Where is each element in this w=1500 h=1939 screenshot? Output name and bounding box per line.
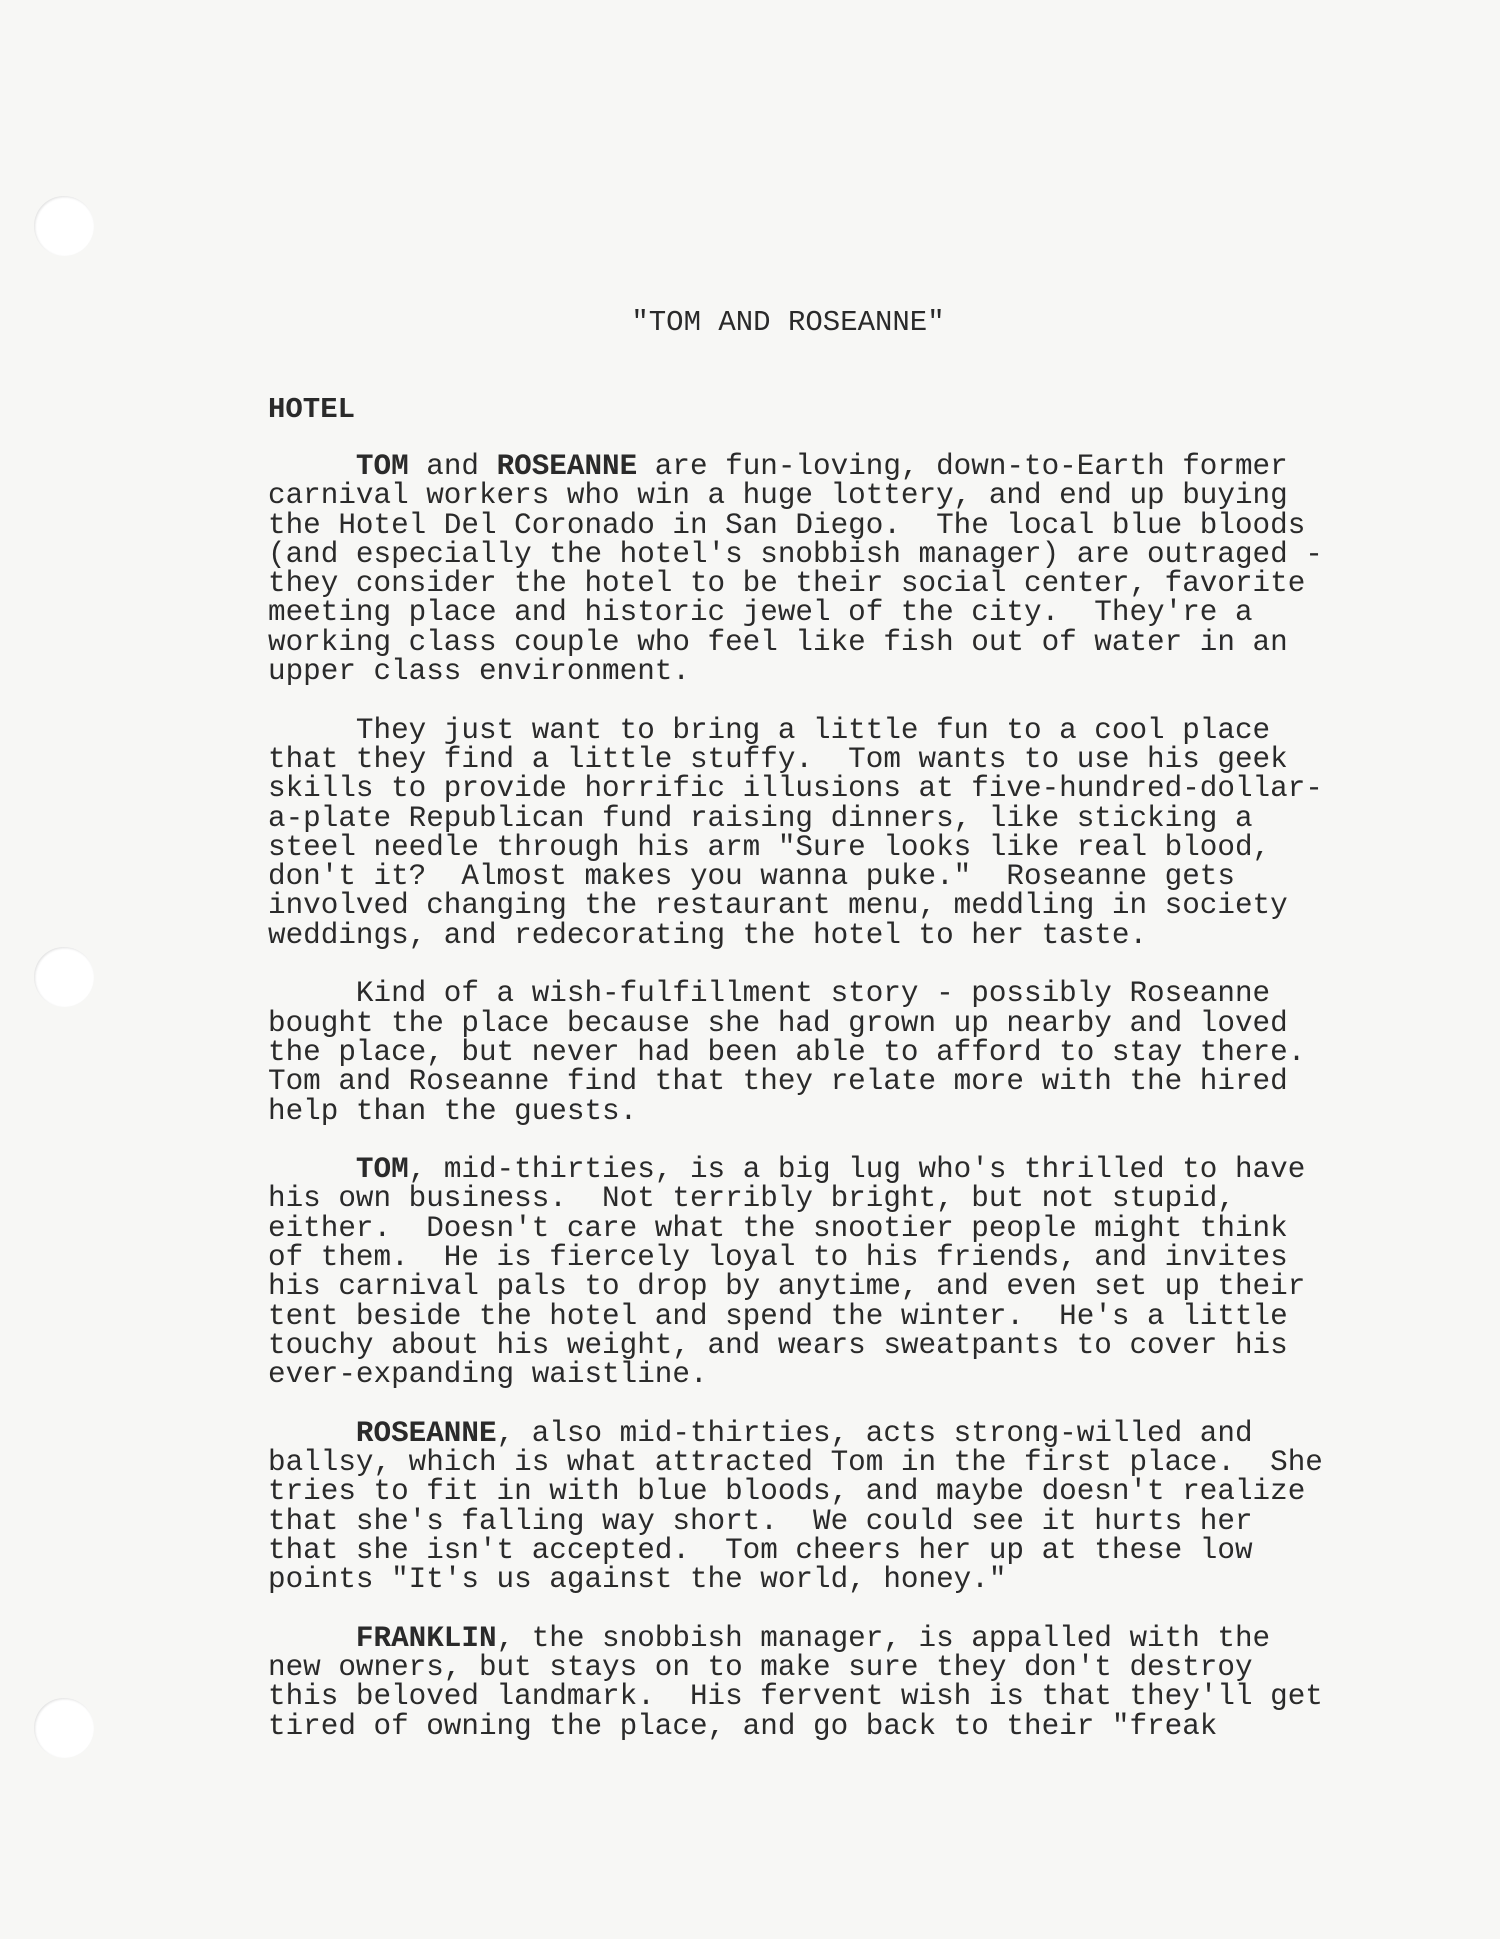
- text-segment: involved changing the restaurant menu, meddling in society: [268, 889, 1288, 923]
- text-line: [268, 1621, 1323, 1655]
- binder-hole-bottom: [34, 1698, 94, 1758]
- paragraph: [268, 1416, 1323, 1597]
- text-segment: are fun-loving, down-to-Earth former: [637, 450, 1288, 483]
- document-title: "TOM AND ROSEANNE": [631, 306, 945, 339]
- text-line: [268, 1651, 1323, 1685]
- text-segment: that she's falling way short. We could see it hurts her: [268, 1504, 1253, 1538]
- text-segment: Tom and Roseanne find that they relate more with the hired: [268, 1065, 1288, 1099]
- text-line: [268, 596, 1323, 630]
- binder-hole-top: [34, 196, 94, 256]
- binder-hole-middle: [34, 947, 94, 1007]
- text-line: [268, 889, 1323, 923]
- text-line: [268, 830, 1323, 864]
- text-segment: the place, but never had been able to afford to stay there.: [268, 1035, 1306, 1069]
- text-line: [268, 508, 1323, 542]
- text-segment: bought the place because she had grown up nearby and loved: [268, 1006, 1288, 1040]
- text-segment: ballsy, which is what attracted Tom in the first place. She: [268, 1446, 1323, 1480]
- text-segment: tent beside the hotel and spend the winter. He's a little: [268, 1299, 1288, 1333]
- text-line: [268, 567, 1323, 601]
- text-segment: [268, 1417, 356, 1450]
- text-line: [268, 479, 1323, 513]
- text-line: [268, 801, 1323, 835]
- document-body: [268, 452, 1323, 1770]
- text-line: [268, 1709, 1323, 1743]
- character-name: FRANKLIN: [355, 1621, 497, 1655]
- text-segment: his carnival pals to drop by anytime, and even set up their: [268, 1270, 1306, 1304]
- text-segment: working class couple who feel like fish out of water in an: [268, 625, 1288, 659]
- text-line: [268, 1241, 1323, 1275]
- text-line: [268, 1533, 1323, 1567]
- text-line: [268, 1153, 1323, 1187]
- paragraph: [268, 1153, 1323, 1392]
- text-line: [268, 1328, 1323, 1362]
- text-line: [268, 1182, 1323, 1216]
- text-line: [268, 1270, 1323, 1304]
- text-segment: new owners, but stays on to make sure they don't destroy: [268, 1651, 1253, 1685]
- text-segment: They just want to bring a little fun to a cool place: [268, 713, 1271, 747]
- text-segment: meeting place and historic jewel of the city. They're a: [268, 596, 1253, 630]
- text-segment: of them. He is fiercely loyal to his friends, and invites: [268, 1241, 1288, 1275]
- text-segment: his own business. Not terribly bright, but not stupid,: [268, 1182, 1235, 1216]
- text-segment: weddings, and redecorating the hotel to her taste.: [268, 918, 1148, 952]
- text-segment: and: [408, 450, 497, 483]
- text-segment: touchy about his weight, and wears sweatpants to cover his: [268, 1328, 1288, 1362]
- text-segment: [268, 1622, 356, 1655]
- text-segment: tired of owning the place, and go back to their "freak: [268, 1709, 1218, 1743]
- text-line: [268, 1211, 1323, 1245]
- text-segment: steel needle through his arm "Sure looks like real blood,: [268, 830, 1271, 864]
- text-line: [268, 1563, 1323, 1597]
- text-line: [268, 1504, 1323, 1538]
- text-segment: that they find a little stuffy. Tom wants to use his geek: [268, 742, 1288, 776]
- text-segment: ever-expanding waistline.: [268, 1358, 708, 1392]
- text-segment: this beloved landmark. His fervent wish is that they'll get: [268, 1680, 1323, 1714]
- character-name: ROSEANNE: [355, 1416, 497, 1450]
- text-segment: help than the guests.: [268, 1094, 638, 1128]
- section-heading: HOTEL: [268, 393, 356, 426]
- text-segment: Kind of a wish-fulfillment story - possibly Roseanne: [268, 977, 1271, 1011]
- text-line: [268, 1299, 1323, 1333]
- text-line: [268, 1358, 1323, 1392]
- character-name: TOM: [355, 1153, 409, 1187]
- text-segment: points "It's us against the world, honey.": [268, 1563, 1007, 1597]
- paragraph: [268, 713, 1323, 952]
- text-line: [268, 1475, 1323, 1509]
- text-line: [268, 1094, 1323, 1128]
- text-segment: [268, 1153, 356, 1186]
- character-name: TOM: [355, 450, 409, 483]
- text-segment: , also mid-thirties, acts strong-willed and: [496, 1416, 1253, 1450]
- text-line: [268, 918, 1323, 952]
- text-segment: tries to fit in with blue bloods, and maybe doesn't realize: [268, 1475, 1306, 1509]
- text-segment: upper class environment.: [268, 655, 690, 689]
- paragraph: [268, 450, 1323, 689]
- text-line: [268, 1035, 1323, 1069]
- text-segment: don't it? Almost makes you wanna puke." Roseanne gets: [268, 860, 1235, 894]
- text-segment: they consider the hotel to be their social center, favorite: [268, 567, 1306, 601]
- text-line: [268, 1006, 1323, 1040]
- text-segment: a-plate Republican fund raising dinners, like sticking a: [268, 801, 1253, 835]
- text-segment: , the snobbish manager, is appalled with the: [496, 1621, 1271, 1655]
- text-line: [268, 860, 1323, 894]
- paragraph: [268, 1621, 1323, 1743]
- text-segment: the Hotel Del Coronado in San Diego. The local blue bloods: [268, 508, 1306, 542]
- text-line: [268, 1065, 1323, 1099]
- text-segment: that she isn't accepted. Tom cheers her up at these low: [268, 1533, 1253, 1567]
- text-line: [268, 742, 1323, 776]
- text-line: [268, 1680, 1323, 1714]
- text-segment: (and especially the hotel's snobbish manager) are outraged -: [268, 537, 1323, 571]
- text-line: [268, 625, 1323, 659]
- text-segment: [268, 450, 356, 483]
- text-segment: skills to provide horrific illusions at five-hundred-dollar-: [268, 772, 1323, 806]
- paragraph: [268, 977, 1323, 1128]
- character-name: ROSEANNE: [496, 450, 638, 483]
- text-segment: , mid-thirties, is a big lug who's thrilled to have: [408, 1153, 1306, 1187]
- text-line: [268, 655, 1323, 689]
- text-segment: carnival workers who win a huge lottery, and end up buying: [268, 479, 1288, 513]
- text-line: [268, 713, 1323, 747]
- text-line: [268, 452, 1323, 481]
- text-line: [268, 1416, 1323, 1450]
- text-line: [268, 977, 1323, 1011]
- text-line: [268, 1446, 1323, 1480]
- text-line: [268, 772, 1323, 806]
- text-line: [268, 537, 1323, 571]
- text-segment: either. Doesn't care what the snootier people might think: [268, 1211, 1288, 1245]
